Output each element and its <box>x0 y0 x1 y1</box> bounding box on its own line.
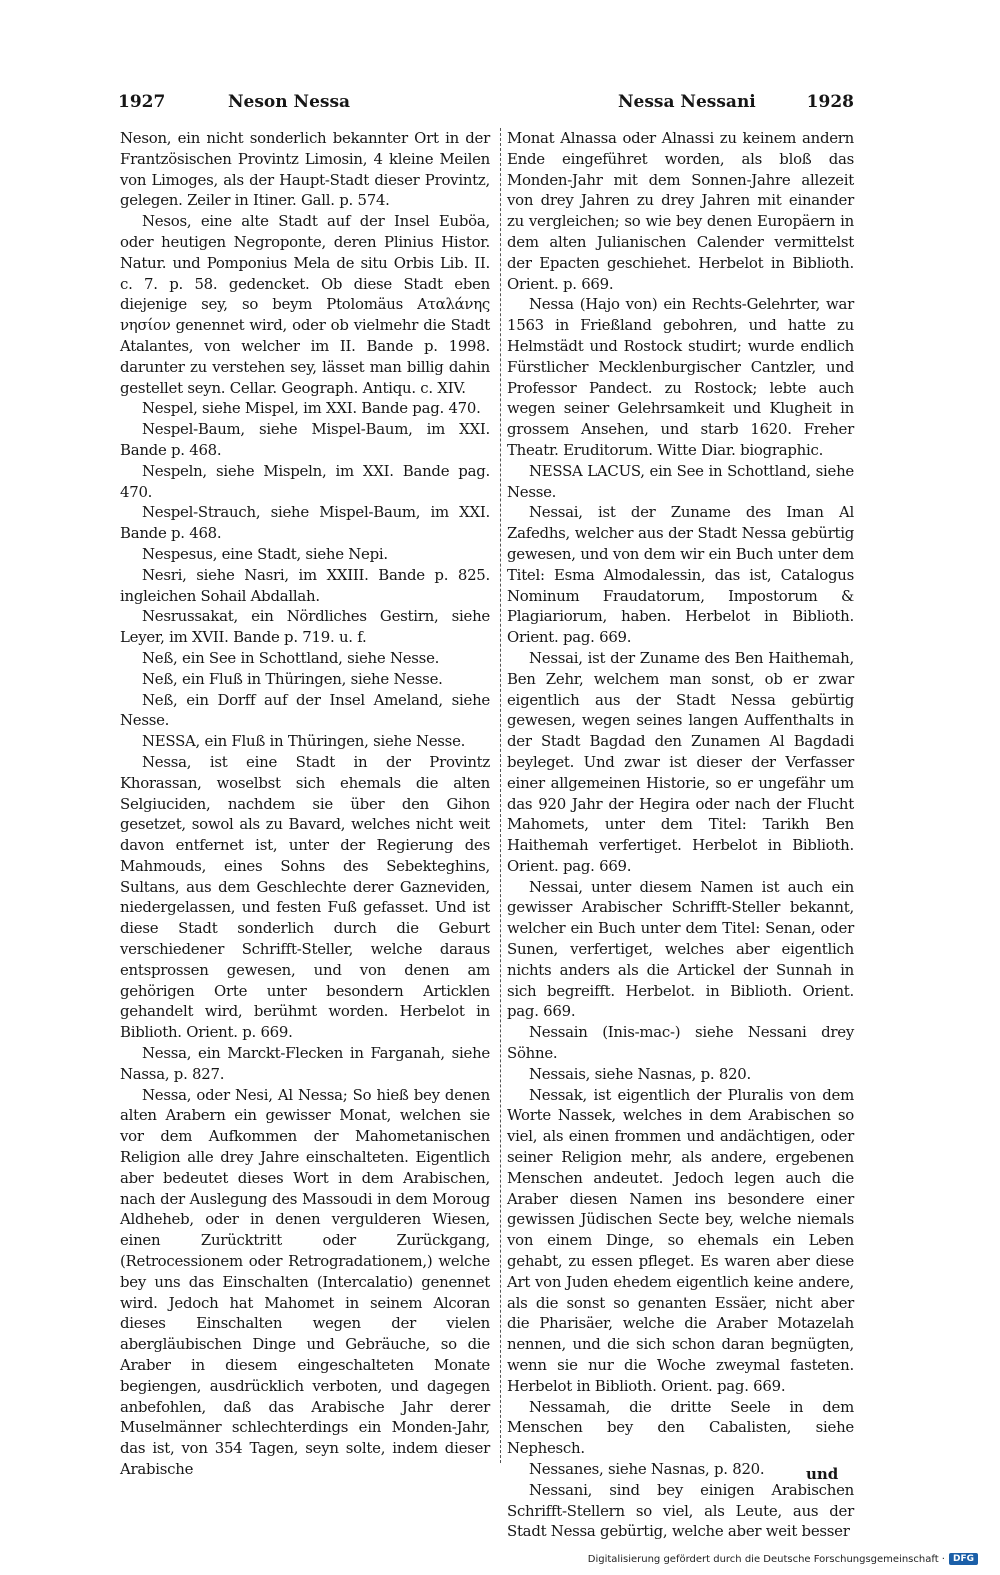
dfg-logo: DFG <box>949 1553 978 1565</box>
entry-paragraph: NESSA LACUS, ein See in Schottland, siehe Nesse. <box>507 461 854 501</box>
page-number-left: 1927 <box>118 92 166 112</box>
catchword: und <box>806 1465 839 1483</box>
column-divider <box>500 128 501 1463</box>
page-number-right: 1928 <box>806 92 854 112</box>
entry-paragraph: Neß, ein Fluß in Thüringen, siehe Nesse. <box>142 669 443 688</box>
entry-paragraph: Nespel, siehe Mispel, im XXI. Bande pag. 470. <box>142 399 481 418</box>
entry-paragraph: Nessain (Inis-mac-) siehe Nessani drey Söhne. <box>507 1023 854 1063</box>
running-head-left: Neson Nessa <box>228 92 351 112</box>
entry-paragraph: Neson, ein nicht sonderlich bekannter Ort in der Frantzösischen Provintz Limosin, 4 kleine Meilen von Limoges, als der Haupt-Stadt dieser Provintz, gelegen. Zeiler in Itiner. Gall. p. 574. <box>120 129 490 210</box>
entry-paragraph: Nesri, siehe Nasri, im XXIII. Bande p. 825. ingleichen Sohail Abdallah. <box>120 565 490 605</box>
entry-paragraph: Neß, ein See in Schottland, siehe Nesse. <box>142 648 440 667</box>
entry-paragraph: Nesrussakat, ein Nördliches Gestirn, siehe Leyer, im XVII. Bande p. 719. u. f. <box>120 607 490 647</box>
entry-paragraph: NESSA, ein Fluß in Thüringen, siehe Nesse. <box>142 732 466 751</box>
entry-paragraph: Nessanes, siehe Nasnas, p. 820. <box>529 1460 765 1478</box>
entry-paragraph: Nessai, ist der Zuname des Ben Haithemah, Ben Zehr, welchem man sonst, ob er zwar eigentlich aus der Stadt Nessa gebürtig gewesen, wegen seines langen Auffenthalts in der Stadt Bagdad den Zunamen Al Bagdadi beyleget. Und zwar ist dieser der Verfasser einer allgemeinen Historie, so er ungefähr um das 920 Jahr der Hegira oder nach der Flucht Mahomets, unter dem Titel: Tarikh Ben Haithemah verfertiget. Herbelot in Biblioth. Orient. pag. 669. <box>507 648 854 875</box>
digitization-footer <box>588 1552 978 1566</box>
entry-paragraph: Nespel-Baum, siehe Mispel-Baum, im XXI. Bande p. 468. <box>120 420 490 459</box>
entry-paragraph: Nessais, siehe Nasnas, p. 820. <box>529 1064 752 1083</box>
left-column <box>120 128 490 1478</box>
entry-paragraph: Nesos, eine alte Stadt auf der Insel Euböa, oder heutigen Negroponte, deren Plinius Histor. Natur. und Pomponius Mela de situ Orbis Lib. II. c. 7. p. 58. gedencket. Ob diese Stadt eben diejenige sey, so beym Ptolomäus Αταλάνης νησίον genennet wird, oder ob vielmehr die Stadt Atalantes, von welcher im II. Bande p. 1998. darunter zu verstehen sey, lässet man billig dahin gestellet seyn. Cellar. Geograph. Antiqu. c. XIV. <box>120 212 490 397</box>
entry-paragraph: Nessani, sind bey einigen Arabischen Schrifft-Stellern so viel, als Leute, aus der Stadt Nessa gebürtig, welche aber weit besser <box>507 1480 854 1541</box>
entry-paragraph: Monat Alnassa oder Alnassi zu keinem andern Ende eingeführet worden, als bloß das Monden-Jahr mit dem Sonnen-Jahre allezeit von drey Jahren zu drey Jahren mit einander zu vergleichen; so wie bey denen Europäern in dem alten Julianischen Calender vermittelst der Epacten geschiehet. Herbelot in Biblioth. Orient. p. 669. <box>507 129 854 293</box>
entry-paragraph: Nessa, ein Marckt-Flecken in Farganah, siehe Nassa, p. 827. <box>120 1044 490 1083</box>
footer-text: Digitalisierung gefördert durch die Deutsche Forschungsgemeinschaft · <box>587 1553 945 1565</box>
entry-paragraph: Nessamah, die dritte Seele in dem Menschen bey den Cabalisten, siehe Nephesch. <box>507 1397 854 1458</box>
entry-paragraph: Nespeln, siehe Mispeln, im XXI. Bande pag. 470. <box>120 461 490 501</box>
running-head-right: Nessa Nessani <box>618 92 756 112</box>
page-header <box>118 92 854 120</box>
entry-paragraph: Nessa, ist eine Stadt in der Provintz Khorassan, woselbst sich ehemals die alten Selgiuciden, nachdem sie über den Gihon gesetzet, sowol als zu Bavard, welches nicht weit davon entfernet ist, unter der Regierung des Mahmouds, eines Sohns des Sebekteghins, Sultans, aus dem Geschlechte derer Gazneviden, niedergelassen, und festen Fuß gefasset. Und ist diese Stadt sonderlich durch die Geburt verschiedener Schrifft-Steller, welche daraus entsprossen gewesen, und von denen am gehörigen Orte unter besondern Articklen gehandelt wird, berühmt worden. Herbelot in Biblioth. Orient. p. 669. <box>120 752 490 1042</box>
entry-paragraph: Nespel-Strauch, siehe Mispel-Baum, im XXI. Bande p. 468. <box>120 503 490 543</box>
entry-paragraph: Nessa, oder Nesi, Al Nessa; So hieß bey denen alten Arabern ein gewisser Monat, welchen sie vor dem Aufkommen der Mahometanischen Religion alle drey Jahre einschalteten. Eigentlich aber bedeutet dieses Wort in dem Arabischen, nach der Auslegung des Massoudi in dem Moroug Aldheheb, oder in denen vergulderen Wiesen, einen Zurücktritt oder Zurückgang, (Retrocessionem oder Retrogradationem,) welche bey uns das Einschalten (Intercalatio) genennet wird. Jedoch hat Mahomet in seinem Alcoran dieses Einschalten wegen der vielen abergläubischen Dinge und Gebräuche, so die Araber in diesem eingeschalteten Monate begiengen, ausdrücklich verboten, und dagegen anbefohlen, daß das Arabische Jahr derer Muselmänner schlechterdings ein Monden-Jahr, das ist, von 354 Tagen, seyn solte, indem dieser Arabische <box>120 1085 490 1478</box>
right-column <box>507 128 854 1541</box>
entry-paragraph: Neß, ein Dorff auf der Insel Ameland, siehe Nesse. <box>120 690 490 730</box>
entry-paragraph: Nessak, ist eigentlich der Pluralis von dem Worte Nassek, welches in dem Arabischen so viel, als einen frommen und andächtigen, oder seiner Religion mehr, als andere, ergebenen Menschen andeutet. Jedoch legen auch die Araber diesen Namen ins besondere einer gewissen Jüdischen Secte bey, welche niemals von einem Dinge, so ehemals ein Leben gehabt, zu essen pfleget. Es waren aber diese Art von Juden ehedem eigentlich keine andere, als die sonst so genanten Essäer, nicht aber die Pharisäer, welche die Araber Motazelah nennen, und die sich schon daran begnügten, wenn sie nur die Woche zweymal fasteten. Herbelot in Biblioth. Orient. pag. 669. <box>507 1085 854 1395</box>
entry-paragraph: Nessai, unter diesem Namen ist auch ein gewisser Arabischer Schrifft-Steller bekannt, welcher ein Buch unter dem Titel: Senan, oder Sunen, verfertiget, welches aber eigentlich nichts anders als die Artickel der Sunnah in sich begreifft. Herbelot. in Biblioth. Orient. pag. 669. <box>507 877 854 1021</box>
entry-paragraph: Nessa (Hajo von) ein Rechts-Gelehrter, war 1563 in Frießland gebohren, und hatte zu Helmstädt und Rostock studirt; wurde endlich Fürstlicher Mecklenburgischer Cantzler, und Professor Pandect. zu Rostock; lebte auch wegen seiner Gelehrsamkeit und Klugheit in grossem Ansehen, und starb 1620. Freher Theatr. Eruditorum. Witte Diar. biographic. <box>507 295 854 459</box>
entry-paragraph: Nessai, ist der Zuname des Iman Al Zafedhs, welcher aus der Stadt Nessa gebürtig gewesen, und von dem wir ein Buch unter dem Titel: Esma Almodalessin, das ist, Catalogus Nominum Fraudatorum, Impostorum & Plagiariorum, haben. Herbelot in Biblioth. Orient. pag. 669. <box>507 503 854 647</box>
entry-paragraph: Nespesus, eine Stadt, siehe Nepi. <box>142 544 388 563</box>
